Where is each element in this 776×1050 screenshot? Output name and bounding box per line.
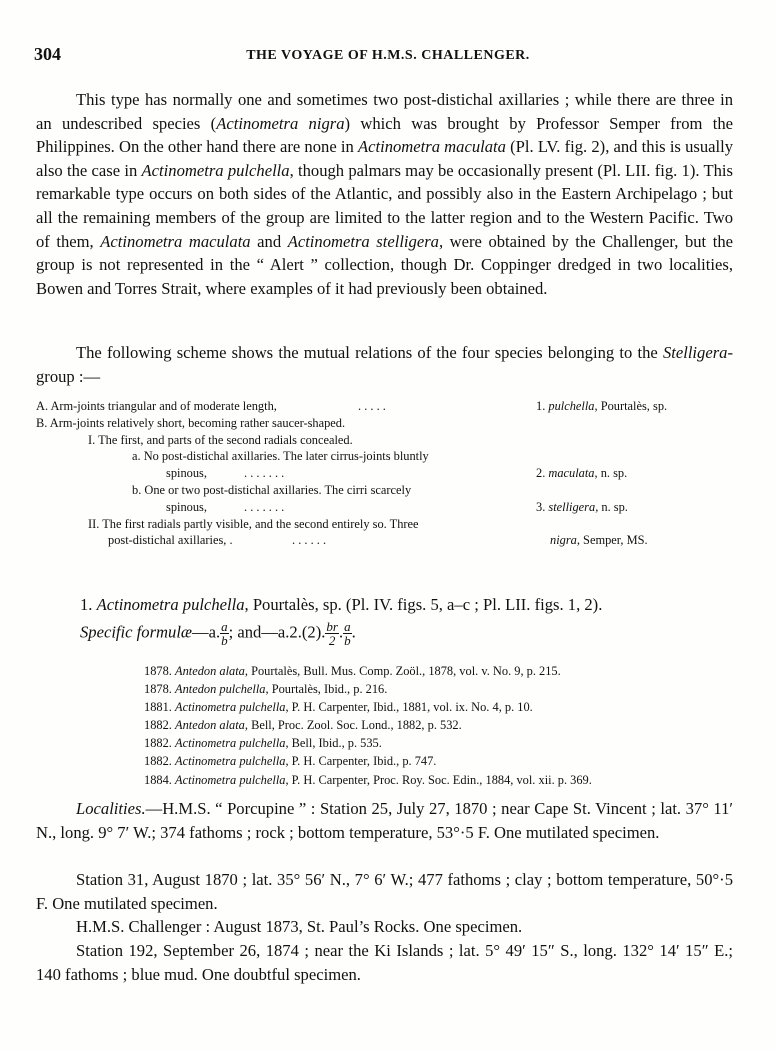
species-key	[36, 398, 736, 549]
key-row: a. No post-distichal axillaries. The later cirrus-joints bluntly	[132, 449, 429, 464]
key-row: b. One or two post-distichal axillaries. The cirri scarcely	[132, 482, 412, 497]
key-row: A. Arm-joints triangular and of moderate length, . . . . . 1. pulchella, Pourtalès, sp.	[36, 399, 668, 413]
intro-paragraph: This type has normally one and sometimes two post-distichal axillaries ; while there are three in an undescribed species (Actinometra nigra) which was brought by Professor Semper from the Philippines. On the other hand there are none in Actinometra maculata (Pl. LV. fig. 2), and this is usually also the case in Actinometra pulchella, though palmars may be occasionally present (Pl. LII. fig. 1). This remarkable type occurs on both sides of the Atlantic, and possibly also in the Eastern Archipelago ; but all the remaining members of the group are limited to the latter region and to the Western Pacific. Two of them, Actinometra maculata and Actinometra stelligera, were obtained by the Challenger, but the group is not represented in the “ Alert ” collection, though Dr. Coppinger dredged in two localities, Bowen and Torres Strait, where examples of it had previously been obtained.	[36, 90, 734, 298]
key-row: spinous, . . . . . . . 3. stelligera, n. sp.	[166, 499, 628, 514]
fraction: $\frac{a}{b}$	[344, 619, 351, 648]
synonymy-entry: 1878. Antedon pulchella, Pourtalès, Ibid., p. 216.	[144, 682, 388, 697]
synonymy-entry: 1882. Actinometra pulchella, Bell, Ibid., p. 535.	[144, 736, 382, 751]
specific-formula: Specific formulæ—a. $\frac{a}{b}$ ; and—a.2.(2). $\frac{br}{2}$ . $\frac{a}{b}$ .	[80, 619, 356, 648]
key-row: II. The first radials partly visible, and the second entirely so. Three	[88, 516, 419, 531]
synonymy-entry: 1878. Antedon alata, Pourtalès, Bull. Mus. Comp. Zoöl., 1878, vol. v. No. 9, p. 215.	[144, 664, 561, 678]
fraction: $\frac{a}{b}$	[221, 619, 228, 648]
station-31-paragraph: Station 31, August 1870 ; lat. 35° 56′ N., 7° 6′ W.; 477 fathoms ; clay ; bottom temperature, 50°·5 F. One mutilated specimen.	[36, 870, 733, 913]
synonymy-entry: 1882. Actinometra pulchella, P. H. Carpenter, Ibid., p. 747.	[144, 754, 437, 769]
synonymy-entry: 1881. Actinometra pulchella, P. H. Carpenter, Ibid., 1881, vol. ix. No. 4, p. 10.	[144, 700, 533, 715]
running-title: THE VOYAGE OF H.M.S. CHALLENGER.	[246, 48, 530, 63]
key-row: spinous, . . . . . . . 2. maculata, n. sp.	[166, 466, 628, 481]
localities-paragraph: Localities.—H.M.S. “ Porcupine ” : Station 25, July 27, 1870 ; near Cape St. Vincent ; lat. 37° 11′ N., long. 9° 7′ W.; 374 fathoms ; rock ; bottom temperature, 53°·5 F. One mutilated specimen.	[36, 799, 733, 842]
key-row: I. The first, and parts of the second radials concealed.	[88, 432, 353, 447]
synonymy-list	[144, 662, 592, 789]
station-192-paragraph: Station 192, September 26, 1874 ; near the Ki Islands ; lat. 5° 49′ 15″ S., long. 132° 14′ 15″ E.; 140 fathoms ; blue mud. One doubtful specimen.	[36, 941, 733, 984]
page-number: 304	[34, 44, 61, 64]
synonymy-entry: 1882. Antedon alata, Bell, Proc. Zool. Soc. Lond., 1882, p. 532.	[144, 718, 462, 733]
challenger-paragraph: H.M.S. Challenger : August 1873, St. Paul’s Rocks. One specimen.	[76, 917, 523, 936]
synonymy-entry: 1884. Actinometra pulchella, P. H. Carpenter, Proc. Roy. Soc. Edin., 1884, vol. xii. p. 369.	[144, 772, 592, 787]
key-row: B. Arm-joints relatively short, becoming rather saucer-shaped.	[36, 415, 346, 430]
key-row: post-distichal axillaries, . . . . . . . nigra, Semper, MS.	[108, 533, 648, 548]
scheme-intro-paragraph: The following scheme shows the mutual relations of the four species belonging to the Stelligera-group :—	[36, 343, 733, 386]
species-heading: 1. Actinometra pulchella, Pourtalès, sp. (Pl. IV. figs. 5, a–c ; Pl. LII. figs. 1, 2).	[80, 595, 603, 614]
fraction: $\frac{br}{2}$	[326, 619, 338, 648]
